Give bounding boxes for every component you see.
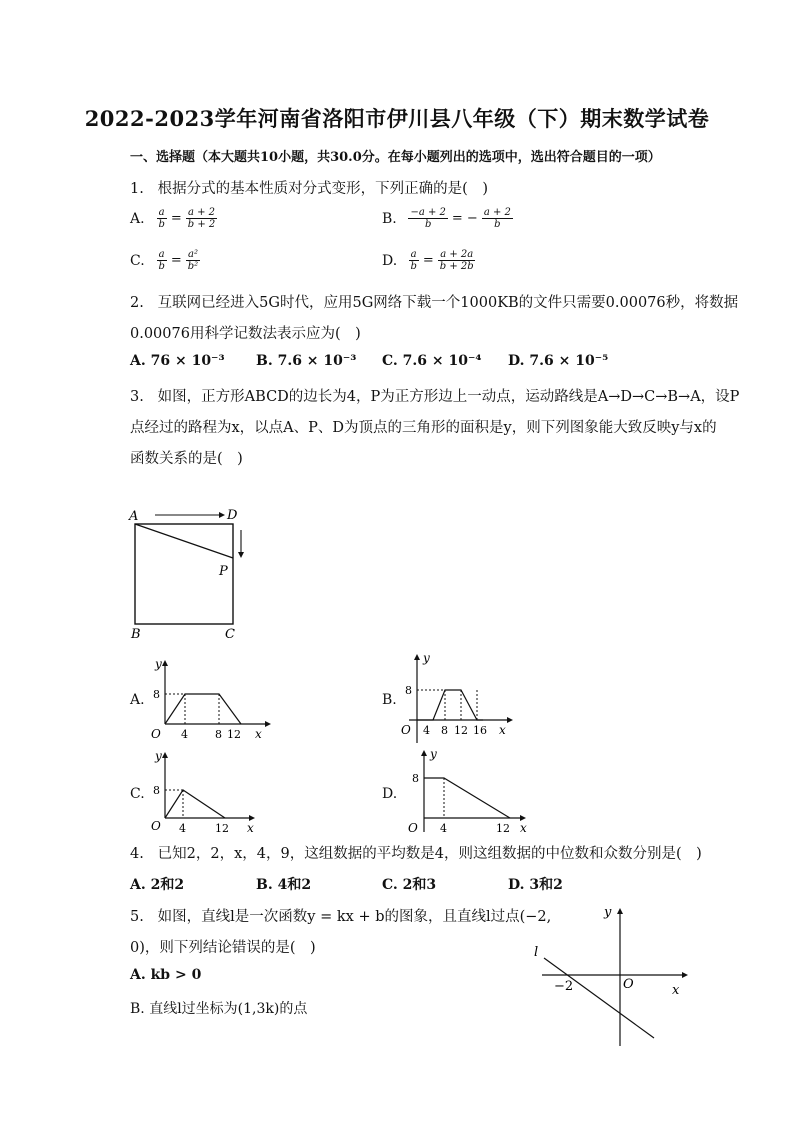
tick-label: 4 (179, 822, 186, 835)
question-number: 1. (130, 181, 144, 197)
origin-label: O (151, 819, 161, 833)
q2-option-d[interactable]: D. 7.6 × 10⁻⁵ (508, 353, 609, 369)
q4-option-d[interactable]: D. 3和2 (508, 877, 563, 893)
q5-line-graph (530, 898, 700, 1053)
equals-sign: = (170, 211, 182, 226)
equals-sign: = − (451, 211, 478, 226)
arrow-head-icon (265, 721, 271, 727)
tick-label: 8 (153, 688, 160, 701)
fraction-numerator: −a + 2 (410, 207, 446, 218)
arrow-head-icon (162, 660, 168, 666)
axis-label-x: x (520, 821, 527, 835)
q4-option-c[interactable]: C. 2和3 (382, 877, 437, 893)
fraction-numerator: a (158, 207, 165, 218)
tick-label: 12 (215, 822, 229, 835)
tick-label: 4 (440, 822, 447, 835)
axis-label-y: y (430, 747, 437, 761)
q3-option-a-graph[interactable] (145, 652, 275, 742)
q5-option-b[interactable]: B. 直线l过坐标为(1,3k)的点 (130, 1001, 308, 1017)
label-d: D (227, 508, 238, 523)
q1-option-c[interactable] (130, 249, 202, 272)
section-heading: 一、选择题（本大题共10小题，共30.0分。在每小题列出的选项中，选出符合题目的一项） (130, 150, 661, 165)
arrow-head-icon (219, 512, 225, 518)
fraction-numerator: a + 2 (187, 207, 216, 218)
function-curve (165, 790, 225, 818)
fraction-denominator: b² (187, 261, 199, 272)
fraction-denominator: b (494, 219, 501, 230)
function-curve (424, 778, 510, 818)
label-a: A (129, 509, 139, 524)
tick-label: 12 (454, 724, 468, 737)
axis-label-y: y (155, 657, 162, 671)
q3-option-b-label[interactable]: B. (382, 692, 397, 708)
question-number: 3. (130, 389, 144, 405)
q3-option-d-graph[interactable] (400, 746, 535, 838)
q1-option-a[interactable] (130, 207, 219, 230)
arrow-head-icon (421, 750, 427, 756)
fraction-numerator: a + 2 (483, 207, 511, 218)
fraction-numerator: a (158, 249, 165, 260)
tick-label: 8 (412, 772, 419, 785)
label-p: P (219, 564, 228, 579)
question-number: 5. (130, 909, 144, 925)
tick-label: 4 (423, 724, 430, 737)
arrow-head-icon (682, 972, 688, 978)
q2-option-b[interactable]: B. 7.6 × 10⁻³ (256, 353, 357, 369)
arrow-head-icon (414, 654, 420, 660)
q3-option-d-label[interactable]: D. (382, 786, 398, 802)
origin-label: O (408, 821, 418, 835)
question-stem-line2: 点经过的路程为x，以点A、P、D为顶点的三角形的面积是y，则下列图象能大致反映y与x的 (130, 420, 717, 436)
label-b: B (131, 627, 141, 642)
tick-label: 8 (153, 784, 160, 797)
fraction-denominator: b + 2 (187, 219, 216, 230)
tick-label: 4 (181, 728, 188, 741)
equals-sign: = (170, 253, 182, 268)
question-stem-line3: 函数关系的是( ) (130, 451, 243, 467)
fraction-numerator: a (410, 249, 417, 260)
page-title: 2022-2023学年河南省洛阳市伊川县八年级（下）期末数学试卷 (84, 106, 710, 131)
intercept-label: −2 (554, 979, 574, 994)
arrow-head-icon (617, 908, 623, 914)
line-l (544, 958, 654, 1038)
axis-label-y: y (423, 651, 430, 665)
origin-label: O (151, 727, 161, 741)
q3-option-c-graph[interactable] (145, 746, 270, 838)
option-label: A. (130, 210, 145, 227)
question-2 (130, 291, 738, 312)
question-number: 2. (130, 295, 144, 311)
tick-label: 16 (473, 724, 487, 737)
fraction-denominator: b + 2b (439, 261, 474, 272)
axis-label-x: x (255, 727, 262, 741)
tick-label: 8 (441, 724, 448, 737)
fraction-denominator: b (424, 219, 432, 230)
option-label: D. (382, 252, 398, 269)
label-c: C (225, 627, 235, 642)
fraction-numerator: a² (187, 249, 198, 260)
question-stem-line1: 如图，正方形ABCD的边长为4，P为正方形边上一动点，运动路线是A→D→C→B→A，设P (157, 389, 740, 405)
option-label: B. (382, 210, 397, 227)
q1-option-d[interactable] (382, 249, 478, 272)
q4-option-b[interactable]: B. 4和2 (256, 877, 312, 893)
question-stem-line1: 互联网已经进入5G时代，应用5G网络下载一个1000KB的文件只需要0.00076秒，将数据 (157, 295, 739, 311)
equals-sign: = (422, 253, 434, 268)
q3-option-a-label[interactable]: A. (130, 692, 145, 708)
function-curve (417, 690, 483, 720)
axis-label-x: x (672, 983, 680, 998)
question-stem-line1: 如图，直线l是一次函数y = kx + b的图象，且直线l过点(−2, (157, 909, 552, 925)
tick-label: 8 (405, 684, 412, 697)
function-curve (165, 694, 241, 724)
axis-label-x: x (499, 723, 506, 737)
origin-label: O (623, 977, 634, 992)
question-stem-line2: 0)，则下列结论错误的是( ) (130, 940, 316, 956)
segment-ap (135, 524, 233, 558)
arrow-head-icon (238, 552, 244, 558)
q4-option-a[interactable]: A. 2和2 (130, 877, 185, 893)
q2-option-a[interactable]: A. 76 × 10⁻³ (130, 353, 225, 369)
fraction-denominator: b (410, 261, 417, 272)
question-5 (130, 905, 551, 926)
option-label: C. (130, 252, 145, 269)
q1-option-b[interactable] (382, 207, 515, 230)
axis-label-y: y (155, 749, 162, 763)
line-label-l: l (534, 945, 539, 960)
q3-option-b-graph[interactable] (395, 648, 525, 746)
tick-label: 12 (227, 728, 241, 741)
arrow-head-icon (507, 717, 513, 723)
tick-label: 8 (215, 728, 222, 741)
fraction-numerator: a + 2a (440, 249, 474, 260)
fraction-denominator: b (158, 219, 165, 230)
arrow-head-icon (162, 752, 168, 758)
q5-option-a[interactable]: A. kb > 0 (130, 967, 202, 983)
q3-option-c-label[interactable]: C. (130, 786, 145, 802)
question-stem-line2: 0.00076用科学记数法表示应为( ) (130, 326, 361, 342)
square-figure (125, 500, 255, 645)
question-stem: 根据分式的基本性质对分式变形，下列正确的是( ) (157, 181, 488, 197)
question-number: 4. (130, 846, 144, 862)
tick-label: 12 (496, 822, 510, 835)
question-1 (130, 177, 488, 198)
question-3 (130, 385, 739, 406)
q2-option-c[interactable]: C. 7.6 × 10⁻⁴ (382, 353, 482, 369)
axis-label-y: y (604, 905, 612, 920)
fraction-denominator: b (158, 261, 165, 272)
question-4 (130, 842, 702, 863)
axis-label-x: x (247, 821, 254, 835)
origin-label: O (401, 723, 411, 737)
question-stem: 已知2，2，x，4，9，这组数据的平均数是4，则这组数据的中位数和众数分别是( ) (157, 846, 702, 862)
